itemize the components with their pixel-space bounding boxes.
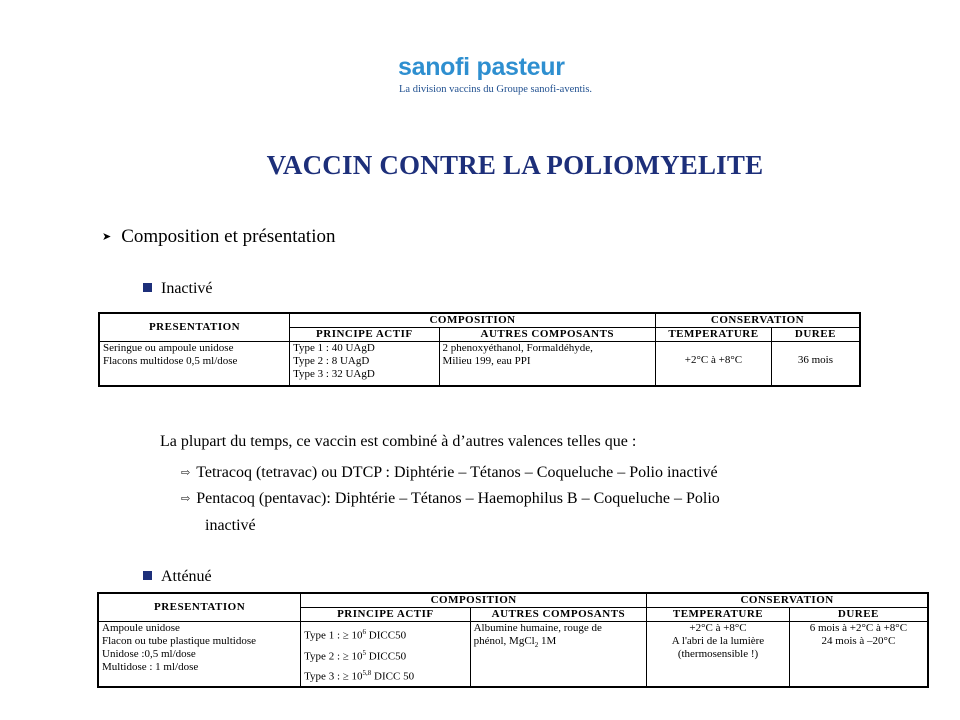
temperature-header: TEMPERATURE (647, 608, 790, 622)
duree-header: DUREE (789, 608, 928, 622)
composition-header: COMPOSITION (301, 593, 647, 608)
cell-line: Ampoule unidose (102, 622, 180, 634)
logo-brand: sanofi pasteur (398, 53, 565, 81)
type-1-text: Type 1 : ≥ 10 (304, 629, 363, 642)
conservation-header: CONSERVATION (647, 593, 928, 608)
cell-line: +2°C à +8°C (689, 622, 747, 634)
cell-line (304, 665, 467, 686)
cell-line: 6 mois à +2°C à +8°C (809, 622, 908, 634)
principe-actif-header: PRINCIPE ACTIF (290, 328, 439, 342)
unit-text: DICC 50 (371, 670, 415, 683)
cell-line (304, 645, 467, 666)
presentation-cell (98, 622, 301, 687)
temperature-header: TEMPERATURE (656, 328, 772, 342)
combo-item-pentacoq (181, 490, 720, 508)
exponent: 5,8 (362, 669, 372, 678)
combo-item-tetracoq (181, 464, 718, 482)
sanofi-pasteur-logo (398, 54, 608, 96)
cell-line: Multidose : 1 ml/dose (102, 661, 199, 673)
section-heading (102, 226, 335, 248)
autres-composants-cell (439, 342, 655, 386)
principe-actif-cell (301, 622, 471, 687)
cell-line: Type 3 : 32 UAgD (293, 368, 375, 380)
attenuated-heading (143, 568, 212, 586)
cell-line: Milieu 199, eau PPI (442, 355, 531, 367)
cell-line: A l'abri de la lumière (671, 635, 765, 647)
combo-text: Tetracoq (tetravac) ou DTCP : Diphtérie – Tétanos – Coqueluche – Polio inactivé (196, 464, 718, 481)
arrow-bullet-icon: ➤ (102, 231, 112, 243)
autres-composants-header: AUTRES COMPOSANTS (439, 328, 655, 342)
type-2-text: Type 2 : ≥ 10 (304, 650, 363, 663)
cell-line: (thermosensible !) (677, 648, 759, 660)
combo-text: Pentacoq (pentavac): Diphtérie – Tétanos – Haemophilus B – Coqueluche – Polio (196, 490, 720, 507)
autres-text: phénol, MgCl (473, 635, 535, 647)
presentation-header: PRESENTATION (98, 593, 301, 622)
exponent: 6 (362, 628, 367, 636)
autres-composants-cell (470, 622, 647, 687)
temperature-cell: +2°C à +8°C (656, 342, 772, 386)
duree-header: DUREE (771, 328, 860, 342)
hollow-arrow-icon: ⇨ (181, 493, 191, 505)
combo-item-pentacoq-continued: inactivé (205, 517, 256, 534)
presentation-cell (99, 342, 290, 386)
inactive-label: Inactivé (161, 280, 213, 297)
autres-composants-header: AUTRES COMPOSANTS (470, 608, 647, 622)
page-title: VACCIN CONTRE LA POLIOMYELITE (266, 150, 764, 180)
logo-tagline: La division vaccins du Groupe sanofi-aventis. (399, 84, 593, 95)
exponent: 5 (362, 648, 367, 657)
principe-actif-cell (290, 342, 439, 386)
inactive-vaccine-table (98, 312, 861, 387)
unit-text: DICC50 (366, 629, 407, 642)
cell-line: 2 phenoxyéthanol, Formaldéhyde, (442, 342, 593, 354)
conservation-header: CONSERVATION (656, 313, 860, 328)
duree-cell (789, 622, 928, 687)
cell-line: Type 1 : 40 UAgD (293, 342, 375, 354)
section-label: Composition et présentation (121, 226, 336, 247)
duree-cell: 36 mois (771, 342, 860, 386)
cell-line: Albumine humaine, rouge de (473, 622, 602, 634)
temperature-cell (647, 622, 790, 687)
unit-text: DICC50 (366, 650, 407, 663)
cell-line: Unidose :0,5 ml/dose (102, 648, 196, 660)
type-3-text: Type 3 : ≥ 10 (304, 670, 363, 683)
cell-line: Seringue ou ampoule unidose (103, 342, 234, 354)
hollow-arrow-icon: ⇨ (181, 467, 191, 479)
attenuated-label: Atténué (161, 568, 212, 585)
inactive-heading (143, 280, 213, 298)
combination-paragraph: La plupart du temps, ce vaccin est combiné à d’autres valences telles que : (160, 433, 637, 450)
cell-line: Type 2 : 8 UAgD (293, 355, 370, 367)
subscript: 2 (534, 641, 539, 650)
cell-line: 24 mois à –20°C (821, 635, 896, 647)
autres-text: 1M (538, 635, 557, 647)
square-bullet-icon (143, 283, 152, 292)
presentation-header: PRESENTATION (99, 313, 290, 342)
cell-line (474, 635, 644, 652)
square-bullet-icon (143, 571, 152, 580)
attenuated-vaccine-table (97, 592, 929, 688)
cell-line: Flacon ou tube plastique multidose (102, 635, 256, 647)
principe-actif-header: PRINCIPE ACTIF (301, 608, 471, 622)
cell-line: Flacons multidose 0,5 ml/dose (103, 355, 238, 367)
cell-line (304, 624, 467, 645)
composition-header: COMPOSITION (290, 313, 656, 328)
